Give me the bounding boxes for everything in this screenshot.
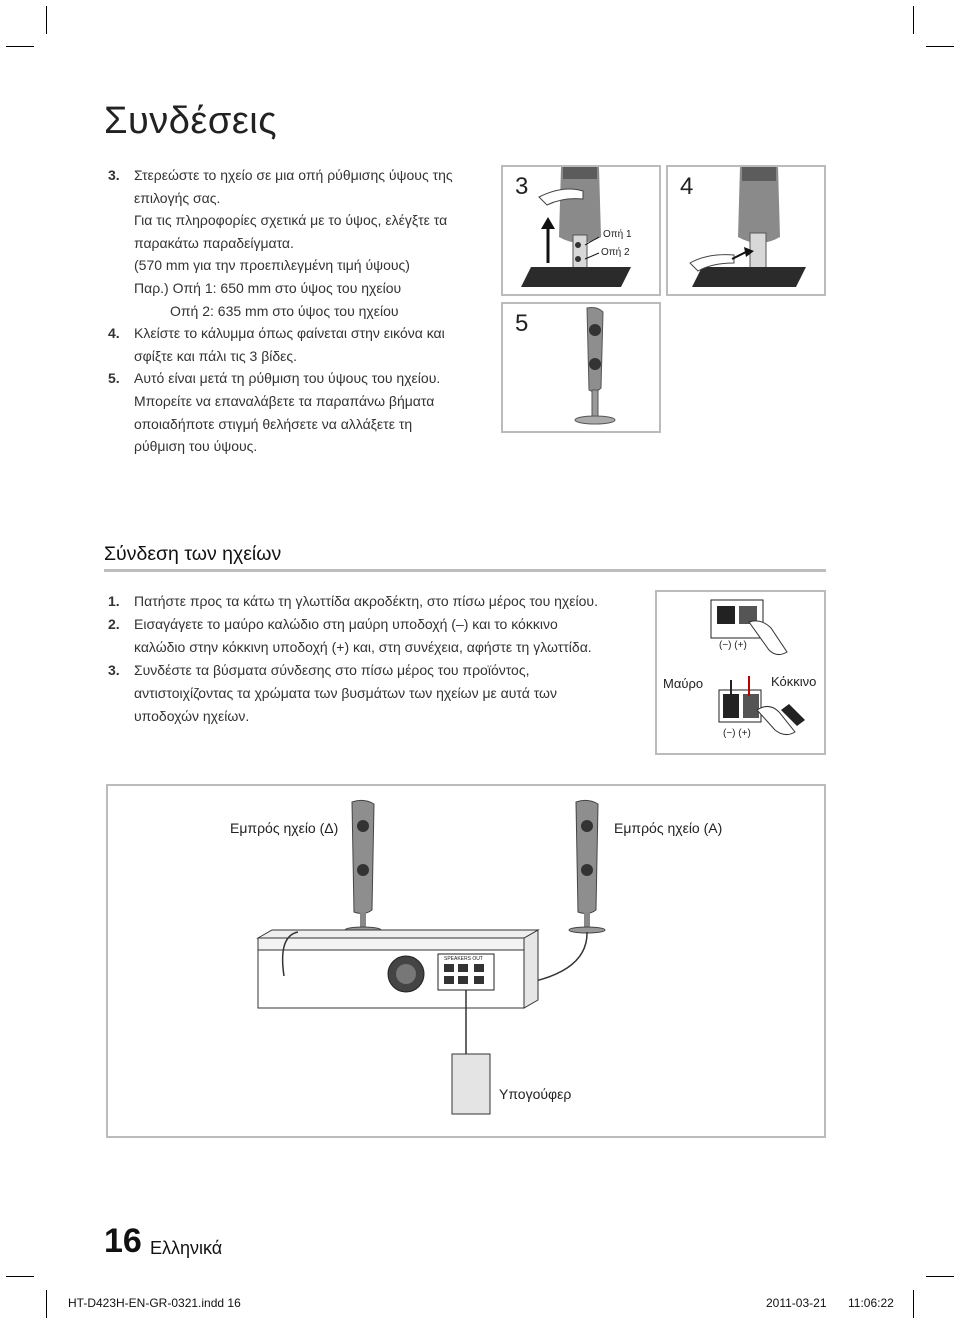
step-text: παρακάτω παραδείγματα. xyxy=(134,234,294,251)
step-text: Για τις πληροφορίες σχετικά με το ύψος, ελέγξτε τα xyxy=(134,212,448,229)
crop-mark xyxy=(913,6,914,34)
step-5 xyxy=(108,367,480,457)
slug-filename: HT-D423H-EN-GR-0321.indd 16 xyxy=(68,1296,241,1310)
front-left-label: Εμπρός ηχείο (Δ) xyxy=(230,820,339,836)
section-divider xyxy=(104,569,826,572)
front-right-label: Εμπρός ηχείο (Α) xyxy=(614,820,723,836)
language-label: Ελληνικά xyxy=(150,1238,223,1258)
crop-mark xyxy=(46,1290,47,1318)
figure-5 xyxy=(501,302,661,433)
step-text: επιλογής σας. xyxy=(134,189,221,206)
step-text: σφίξτε και πάλι τις 3 βίδες. xyxy=(134,347,298,364)
step-number: 3. xyxy=(108,167,120,183)
assembled-speaker-illustration xyxy=(503,304,659,431)
example-label: Παρ.) xyxy=(134,279,169,296)
connection-step-1 xyxy=(108,590,648,613)
black-wire-label: Μαύρο xyxy=(663,676,704,691)
page-title: Συνδέσεις xyxy=(104,100,278,142)
polarity-label: (−) (+) xyxy=(723,728,751,739)
step-number: 2. xyxy=(108,616,120,632)
step-text: Μπορείτε να επαναλάβετε τα παραπάνω βήματα xyxy=(134,392,435,409)
slug-date: 2011-03-21 xyxy=(766,1296,827,1310)
crop-mark xyxy=(926,1276,954,1277)
step-text: Εισαγάγετε το μαύρο καλώδιο στη μαύρη υποδοχή (–) και το κόκκινο xyxy=(134,616,558,632)
step-3 xyxy=(108,164,480,322)
step-number: 5. xyxy=(108,370,120,387)
figure-number: 5 xyxy=(515,310,529,337)
figure-3 xyxy=(501,165,661,296)
slug-time: 11:06:22 xyxy=(848,1296,894,1310)
figure-number: 3 xyxy=(515,173,529,200)
terminal-figure xyxy=(655,590,826,755)
speaker-stand-illustration xyxy=(503,167,659,294)
step-4 xyxy=(108,322,480,367)
step-text: Αυτό είναι μετά τη ρύθμιση του ύψους του ηχείου. xyxy=(134,370,441,387)
hole-1-label: Οπή 1 xyxy=(603,229,632,240)
speakers-out-panel-label: SPEAKERS OUT xyxy=(444,956,483,962)
crop-mark xyxy=(6,46,34,47)
connection-steps xyxy=(108,590,648,728)
step-text: οποιαδήποτε στιγμή θελήσετε να αλλάξετε τη xyxy=(134,415,413,432)
step-number: 3. xyxy=(108,662,120,678)
speaker-stand-cover-illustration xyxy=(668,167,824,294)
subwoofer-label: Υπογούφερ xyxy=(499,1086,572,1102)
crop-mark xyxy=(6,1276,34,1277)
crop-mark xyxy=(913,1290,914,1318)
hole-2-label: Οπή 2 xyxy=(601,247,630,258)
example-text: Οπή 1: 650 mm στο ύψος του ηχείου xyxy=(172,279,402,296)
step-text: Συνδέστε τα βύσματα σύνδεσης στο πίσω μέρος του προϊόντος, xyxy=(134,662,530,678)
step-text: (570 mm για την προεπιλεγμένη τιμή ύψους) xyxy=(134,257,410,274)
step-text: Στερεώστε το ηχείο σε μια οπή ρύθμισης ύψους της xyxy=(134,167,453,183)
step-number: 1. xyxy=(108,593,120,609)
step-text: αντιστοιχίζοντας τα χρώματα των βυσμάτων των ηχείων με αυτά των xyxy=(134,685,557,701)
connection-step-3 xyxy=(108,659,648,728)
figure-4 xyxy=(666,165,826,296)
page-number: 16 xyxy=(104,1222,142,1260)
crop-mark xyxy=(46,6,47,34)
height-adjust-steps xyxy=(108,164,480,458)
section-title: Σύνδεση των ηχείων xyxy=(104,543,282,565)
crop-mark xyxy=(926,46,954,47)
wiring-diagram xyxy=(106,784,826,1138)
step-text: Κλείστε το κάλυμμα όπως φαίνεται στην εικόνα και xyxy=(134,325,445,342)
red-wire-label: Κόκκινο xyxy=(771,674,817,689)
step-text: Πατήστε προς τα κάτω τη γλωττίδα ακροδέκτη, στο πίσω μέρος του ηχείου. xyxy=(134,593,598,609)
figure-number: 4 xyxy=(680,173,694,200)
connection-step-2 xyxy=(108,613,648,659)
polarity-label: (−) (+) xyxy=(719,640,747,651)
step-text: υποδοχών ηχείων. xyxy=(134,708,250,724)
step-number: 4. xyxy=(108,325,120,342)
example-text: Οπή 2: 635 mm στο ύψος του ηχείου xyxy=(170,302,399,319)
step-text: καλώδιο στην κόκκινη υποδοχή (+) και, στη συνέχεια, αφήστε τη γλωττίδα. xyxy=(134,639,592,655)
step-text: ρύθμιση του ύψους. xyxy=(134,438,258,455)
